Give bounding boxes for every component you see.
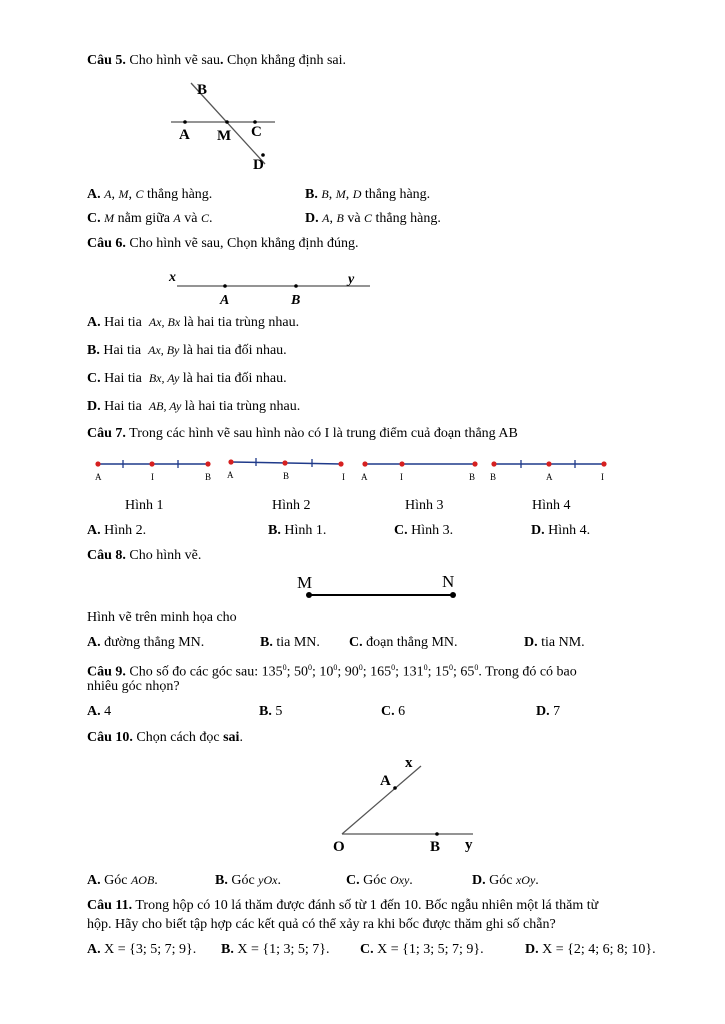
q9-line-1: Câu 9. Cho số đo các góc sau: $135^0$; $50^0$; $10^0$; $90^0$; $165^0$; $131^0$; $15^0$; $65^0$. Trong đó có bao bbox=[87, 663, 577, 680]
q6-point-b bbox=[294, 284, 298, 288]
q5-label-m: M bbox=[217, 128, 232, 144]
q7-figure-2 bbox=[227, 458, 345, 482]
q7-title: Câu 7. Trong các hình vẽ sau hình nào có I là trung điểm cuả đoạn thẳng AB bbox=[87, 426, 518, 441]
q7-fig3-label: I bbox=[400, 472, 403, 482]
q7-figure-4 bbox=[490, 460, 607, 482]
q6-title: Câu 6. Cho hình vẽ sau, Chọn khẳng định đúng. bbox=[87, 236, 359, 251]
q11-line-1: Câu 11. Trong hộp có 10 lá thăm được đánh số từ 1 đến 10. Bốc ngẫu nhiên một lá thăm từ bbox=[87, 898, 599, 913]
q11-line-2: hộp. Hãy cho biết tập hợp các kết quả có thể xảy ra khi bốc được thăm ghi số chẵn? bbox=[87, 917, 556, 932]
q8-title: Câu 8. Cho hình vẽ. bbox=[87, 548, 202, 563]
q9-line-2: nhiêu góc nhọn? bbox=[87, 679, 180, 694]
q5-label-b: B bbox=[197, 82, 208, 98]
q5-option-b[interactable]: B. B, M, D thẳng hàng. bbox=[305, 187, 431, 202]
q5-label-d: D bbox=[253, 157, 264, 173]
q7-fig3-point bbox=[362, 461, 367, 466]
q7-fig1-label: I bbox=[151, 472, 154, 482]
q7-fig4-label: I bbox=[601, 472, 604, 482]
q9-angle: 50 bbox=[294, 664, 308, 680]
q7-caption-1: Hình 1 bbox=[125, 498, 164, 513]
q7-fig3-label: A bbox=[361, 472, 368, 482]
q9-option-d[interactable]: D. 7 bbox=[536, 704, 561, 719]
q11-option-b[interactable]: B. X = {1; 3; 5; 7}. bbox=[221, 942, 330, 957]
q7-fig1-label: B bbox=[205, 472, 212, 482]
q7-caption-2: Hình 2 bbox=[272, 498, 311, 513]
q8-figure bbox=[295, 570, 465, 602]
q6-point-a bbox=[223, 284, 227, 288]
q7-fig2-label: I bbox=[342, 472, 345, 482]
q5-point-a bbox=[183, 120, 187, 124]
q6-label-x: x bbox=[169, 270, 176, 285]
q8-option-d[interactable]: D. tia NM. bbox=[524, 635, 585, 650]
q10-option-b[interactable]: B. Góc yOx. bbox=[215, 873, 281, 888]
q8-label-m: M bbox=[297, 573, 313, 592]
q6-figure bbox=[165, 268, 375, 308]
q7-fig1-label: A bbox=[95, 472, 102, 482]
q10-option-d[interactable]: D. Góc xOy. bbox=[472, 873, 539, 888]
q7-fig2-point bbox=[282, 460, 287, 465]
q6-option-c[interactable]: C. Hai tia Bx, Ay là hai tia đối nhau. bbox=[87, 371, 287, 386]
q10-option-c[interactable]: C. Góc Oxy. bbox=[346, 873, 413, 888]
q9-angle: 90 bbox=[344, 664, 359, 680]
q5-label-c: C bbox=[251, 124, 262, 140]
q7-figure-1 bbox=[95, 460, 211, 482]
q7-fig2-label: A bbox=[227, 470, 234, 480]
q5-option-a[interactable]: A. A, M, C thẳng hàng. bbox=[87, 187, 213, 202]
q7-figure-3 bbox=[361, 461, 478, 482]
q5-label-a: A bbox=[179, 127, 190, 143]
q7-fig4-point bbox=[491, 461, 496, 466]
q11-option-c[interactable]: C. X = {1; 3; 5; 7; 9}. bbox=[360, 942, 484, 957]
q5-option-c[interactable]: C. M nằm giữa A và C. bbox=[87, 211, 213, 226]
q7-option-d[interactable]: D. Hình 4. bbox=[531, 523, 591, 538]
q5-figure bbox=[165, 78, 285, 173]
q7-fig3-label: B bbox=[469, 472, 476, 482]
q10-label-x: x bbox=[405, 755, 413, 771]
q7-caption-3: Hình 3 bbox=[405, 498, 444, 513]
q9-option-b[interactable]: B. 5 bbox=[259, 704, 283, 719]
q7-fig1-point bbox=[205, 461, 210, 466]
q7-fig3-point bbox=[399, 461, 404, 466]
q10-point-b bbox=[435, 832, 439, 836]
q10-figure bbox=[325, 752, 485, 857]
q10-label-b: B bbox=[430, 839, 441, 855]
q8-point-n bbox=[450, 592, 456, 598]
q9-angle: 165 bbox=[370, 664, 392, 680]
q8-option-b[interactable]: B. tia MN. bbox=[260, 635, 320, 650]
q11-option-a[interactable]: A. X = {3; 5; 7; 9}. bbox=[87, 942, 197, 957]
q10-label-a: A bbox=[380, 773, 391, 789]
q6-label-a: A bbox=[220, 293, 230, 308]
q9-angle: 135 bbox=[261, 664, 283, 680]
q8-point-m bbox=[306, 592, 312, 598]
q8-label-n: N bbox=[442, 572, 455, 591]
q8-option-c[interactable]: C. đoạn thẳng MN. bbox=[349, 635, 458, 650]
q10-title: Câu 10. Chọn cách đọc sai. bbox=[87, 730, 243, 745]
q6-option-a[interactable]: A. Hai tia Ax, Bx là hai tia trùng nhau. bbox=[87, 315, 300, 330]
q7-fig3-point bbox=[472, 461, 477, 466]
q6-option-d[interactable]: D. Hai tia AB, Ay là hai tia trùng nhau. bbox=[87, 399, 301, 414]
q7-fig4-label: B bbox=[490, 472, 497, 482]
q10-label-y: y bbox=[465, 837, 473, 853]
q7-fig2-point bbox=[228, 459, 233, 464]
q6-label-y: y bbox=[348, 272, 355, 287]
q8-prompt: Hình vẽ trên minh họa cho bbox=[87, 610, 237, 625]
q10-option-a[interactable]: A. Góc AOB. bbox=[87, 873, 158, 888]
q7-fig2-label: B bbox=[283, 471, 290, 481]
q7-option-b[interactable]: B. Hình 1. bbox=[268, 523, 327, 538]
q7-figures bbox=[90, 455, 615, 485]
q7-option-a[interactable]: A. Hình 2. bbox=[87, 523, 147, 538]
q9-angle: 15 bbox=[434, 664, 449, 680]
q8-option-a[interactable]: A. đường thẳng MN. bbox=[87, 635, 205, 650]
q5-title: Câu 5. Cho hình vẽ sau. Chọn khẳng định sai. bbox=[87, 53, 347, 68]
q7-fig1-point bbox=[149, 461, 154, 466]
q7-fig4-point bbox=[546, 461, 551, 466]
q6-label-b: B bbox=[291, 293, 301, 308]
q7-option-c[interactable]: C. Hình 3. bbox=[394, 523, 454, 538]
q6-option-b[interactable]: B. Hai tia Ax, By là hai tia đối nhau. bbox=[87, 343, 287, 358]
q9-angle: 65 bbox=[460, 664, 475, 680]
q10-point-a bbox=[393, 786, 397, 790]
q11-option-d[interactable]: D. X = {2; 4; 6; 8; 10}. bbox=[525, 942, 656, 957]
q5-point-m bbox=[225, 120, 229, 124]
q5-option-d[interactable]: D. A, B và C thẳng hàng. bbox=[305, 211, 441, 226]
q9-angle: 131 bbox=[402, 664, 424, 680]
q7-fig2-point bbox=[338, 461, 343, 466]
q7-fig1-point bbox=[95, 461, 100, 466]
q9-angle: 10 bbox=[319, 664, 334, 680]
q10-label-o: O bbox=[333, 839, 345, 855]
q9-option-c[interactable]: C. 6 bbox=[381, 704, 406, 719]
q7-fig4-point bbox=[601, 461, 606, 466]
q7-caption-4: Hình 4 bbox=[532, 498, 571, 513]
q7-fig4-label: A bbox=[546, 472, 553, 482]
q9-option-a[interactable]: A. 4 bbox=[87, 704, 112, 719]
